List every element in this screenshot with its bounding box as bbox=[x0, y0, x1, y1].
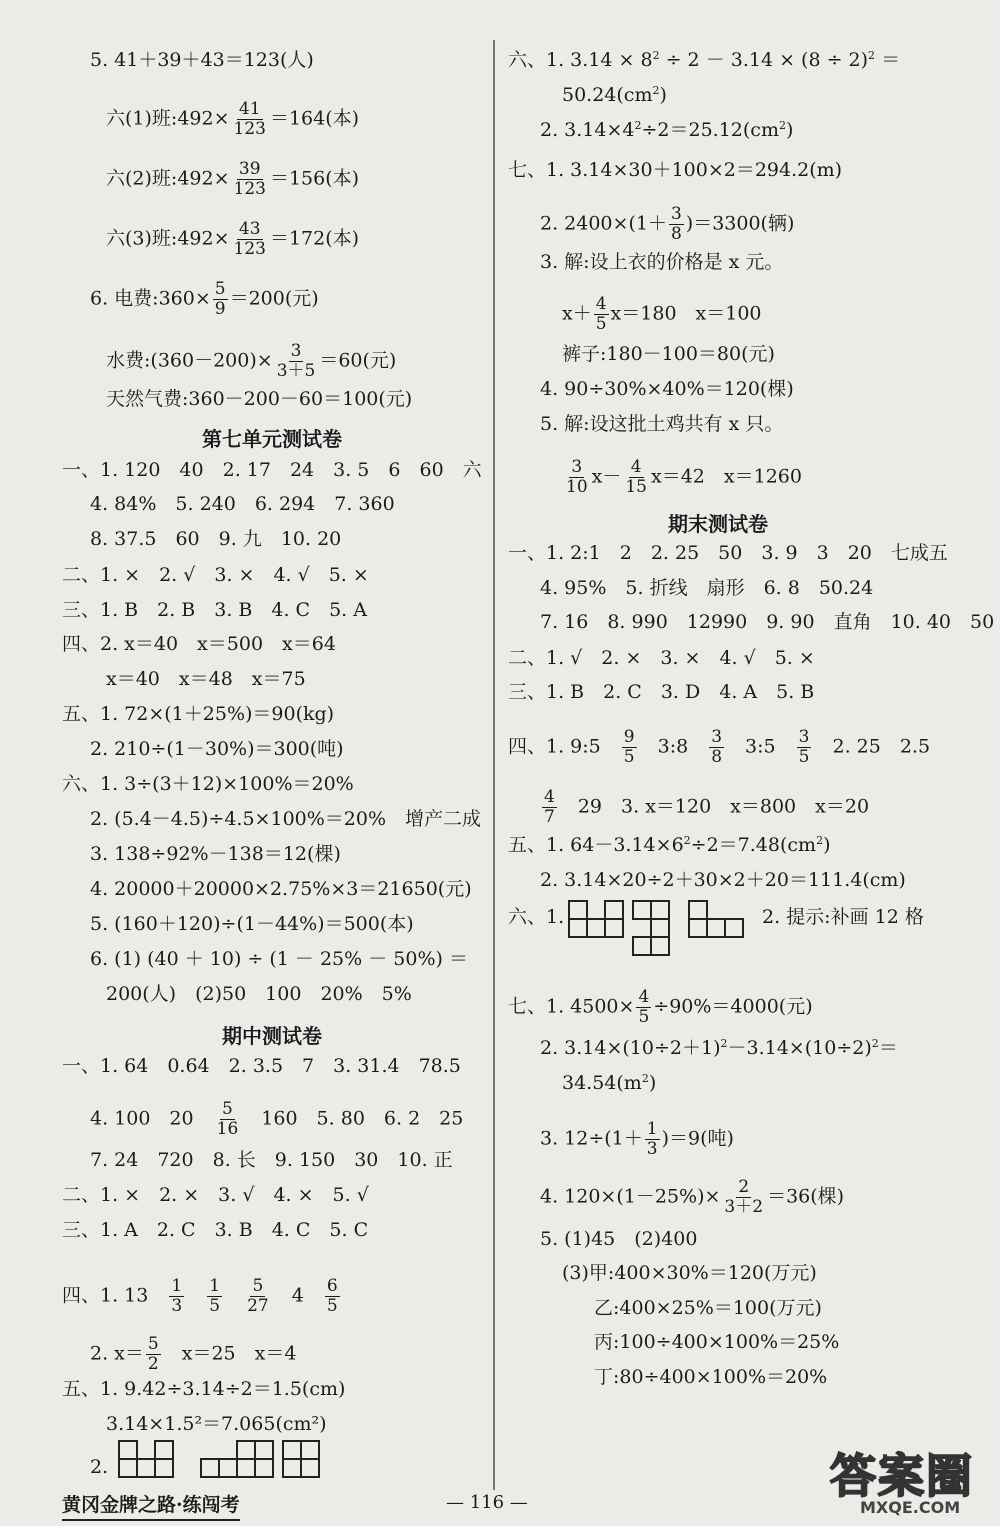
answer-line: 4. 100 20 $\frac{5}{16}$ 160 5. 80 6. 2 25 bbox=[90, 1099, 464, 1139]
answer-line: 六(2)班:492× $\frac{39}{123}$ ＝156(本) bbox=[106, 159, 360, 199]
answer-line: $50.24(cm^2)$ bbox=[562, 84, 667, 106]
answer-line: $34.54(m^2)$ bbox=[562, 1072, 657, 1094]
fraction: $\frac{39}{123}$ bbox=[233, 159, 266, 199]
answer-line: $\frac{3}{10}$ x－ $\frac{4}{15}$ x＝42 x＝1260 bbox=[566, 457, 802, 497]
answer-line: 七、1. 3.14×30＋100×2＝294.2(m) bbox=[508, 159, 843, 181]
answer-line: 8. 37.5 60 9. 九 10. 20 bbox=[90, 528, 342, 550]
fraction: $\frac{1}{5}$ bbox=[209, 1276, 221, 1316]
answer-line: 4. 20000＋20000×2.75%×3＝21650(元) bbox=[90, 878, 472, 900]
answer-line: 7. 16 8. 990 12990 9. 90 直角 10. 40 50 bbox=[540, 611, 995, 633]
fraction: $\frac{2}{3+2}$ bbox=[724, 1177, 764, 1217]
answer-line: 5. (160＋120)÷(1－44%)＝500(本) bbox=[90, 913, 414, 935]
answer-line: 6. 电费:360× $\frac{5}{9}$ ＝200(元) bbox=[90, 279, 319, 319]
answer-line: 四、1. 13 $\frac{1}{3}$ $\frac{1}{5}$ $\frac{5}{27}$ 4 $\frac{6}{5}$ bbox=[62, 1276, 338, 1316]
answer-line: (3)甲:400×30%＝120(万元) bbox=[562, 1262, 817, 1284]
fraction: $\frac{3}{3+5}$ bbox=[276, 341, 316, 381]
answer-line: 3. 12÷(1＋ $\frac{1}{3}$ )＝9(吨) bbox=[540, 1119, 734, 1159]
answer-line: 一、1. 120 40 2. 17 24 3. 5 6 60 六 bbox=[62, 459, 482, 481]
answer-line: 200(人) (2)50 100 20% 5% bbox=[106, 983, 412, 1005]
answer-line: 3.14×1.5²＝7.065(cm²) bbox=[106, 1413, 327, 1435]
section-title: 期中测试卷 bbox=[222, 1024, 322, 1048]
answer-line: 3. 138÷92%－138＝12(棵) bbox=[90, 843, 341, 865]
answer-line: 裤子:180－100＝80(元) bbox=[562, 343, 775, 365]
answer-line: 二、1. × 2. √ 3. × 4. √ 5. × bbox=[62, 564, 369, 586]
fraction: $\frac{3}{5}$ bbox=[798, 727, 810, 767]
answer-line: 二、1. √ 2. × 3. × 4. √ 5. × bbox=[508, 647, 815, 669]
page-number: — 116 — bbox=[446, 1492, 528, 1513]
answer-line: 6. (1) (40 ＋ 10) ÷ (1 － 25% － 50%) ＝ bbox=[90, 948, 468, 970]
answer-line: 四、2. x＝40 x＝500 x＝64 bbox=[62, 633, 336, 655]
section-title: 第七单元测试卷 bbox=[202, 427, 342, 451]
answer-line: 六、1. 3÷(3＋12)×100%＝20% bbox=[62, 773, 354, 795]
answer-line: 5. 41＋39＋43＝123(人) bbox=[90, 49, 314, 71]
answer-line: 2. 提示:补画 12 格 bbox=[762, 906, 924, 928]
answer-line: 2. 2400×(1＋ $\frac{3}{8}$ )＝3300(辆) bbox=[540, 204, 795, 244]
watermark-logo: 答案圈 MXQE.COM bbox=[830, 1449, 974, 1517]
answer-line: 水费:(360－200)× $\frac{3}{3+5}$ ＝60(元) bbox=[106, 341, 397, 381]
answer-line: 二、1. × 2. × 3. √ 4. × 5. √ bbox=[62, 1184, 369, 1206]
fraction: $\frac{5}{16}$ bbox=[216, 1099, 239, 1139]
answer-line: 一、1. 2:1 2 2. 25 50 3. 9 3 20 七成五 bbox=[508, 542, 948, 564]
answer-line: 一、1. 64 0.64 2. 3.5 7 3. 31.4 78.5 bbox=[62, 1055, 461, 1077]
answer-line: 2. $3.14\times(10\div 2+1)^2-3.14\times(10\div 2)^2=$ bbox=[540, 1037, 898, 1059]
answer-line: 五、1. 72×(1＋25%)＝90(kg) bbox=[62, 703, 335, 725]
fraction: $\frac{3}{10}$ bbox=[566, 457, 588, 497]
answer-line: 7. 24 720 8. 长 9. 150 30 10. 正 bbox=[90, 1149, 453, 1171]
answer-line: 六(3)班:492× $\frac{43}{123}$ ＝172(本) bbox=[106, 219, 360, 259]
column-divider bbox=[493, 40, 495, 1490]
answer-line: 五、1. 9.42÷3.14÷2＝1.5(cm) bbox=[62, 1378, 346, 1400]
answer-line: 3. 解:设上衣的价格是 x 元。 bbox=[540, 251, 784, 273]
answer-line: 天然气费:360－200－60＝100(元) bbox=[106, 388, 413, 410]
answer-line: 4. 120×(1－25%)× $\frac{2}{3+2}$ ＝36(棵) bbox=[540, 1177, 845, 1217]
answer-line: 三、1. A 2. C 3. B 4. C 5. C bbox=[62, 1219, 369, 1241]
fraction: $\frac{4}{5}$ bbox=[595, 294, 607, 334]
answer-line: 五、1. $64-3.14\times 6^2\div 2=7.48(cm^2)$ bbox=[508, 834, 831, 856]
answer-line: 丙:100÷400×100%＝25% bbox=[594, 1331, 840, 1353]
fraction: $\frac{4}{15}$ bbox=[625, 457, 647, 497]
answer-line: 4. 95% 5. 折线 扇形 6. 8 50.24 bbox=[540, 577, 874, 599]
answer-line: 5. (1)45 (2)400 bbox=[540, 1228, 698, 1250]
answer-line: 丁:80÷400×100%＝20% bbox=[594, 1366, 828, 1388]
answer-line: 六、1. bbox=[508, 906, 565, 928]
fraction: $\frac{5}{2}$ bbox=[147, 1334, 159, 1374]
fraction: $\frac{5}{27}$ bbox=[247, 1276, 269, 1316]
section-title: 期末测试卷 bbox=[668, 512, 768, 536]
answer-line: 乙:400×25%＝100(万元) bbox=[594, 1297, 822, 1319]
answer-line: 2. x＝ $\frac{5}{2}$ x＝25 x＝4 bbox=[90, 1334, 297, 1374]
fraction: $\frac{43}{123}$ bbox=[233, 219, 266, 259]
fraction: $\frac{1}{3}$ bbox=[646, 1119, 658, 1159]
answer-line: 四、1. 9:5 $\frac{9}{5}$ 3:8 $\frac{3}{8}$ 3:5 $\frac{3}{5}$ 2. 25 2.5 bbox=[508, 727, 931, 767]
fraction: $\frac{6}{5}$ bbox=[326, 1276, 338, 1316]
fraction: $\frac{3}{8}$ bbox=[670, 204, 682, 244]
answer-line: x＋ $\frac{4}{5}$ x＝180 x＝100 bbox=[562, 294, 762, 334]
answer-line: x＝40 x＝48 x＝75 bbox=[106, 668, 306, 690]
fraction: $\frac{9}{5}$ bbox=[623, 727, 635, 767]
fraction: $\frac{41}{123}$ bbox=[233, 99, 266, 139]
answer-line: 2. 210÷(1－30%)＝300(吨) bbox=[90, 738, 344, 760]
fraction: $\frac{3}{8}$ bbox=[711, 727, 723, 767]
fraction: $\frac{4}{5}$ bbox=[638, 987, 650, 1027]
answer-line: 2. 3.14×20÷2＋30×2＋20＝111.4(cm) bbox=[540, 869, 906, 891]
fraction: $\frac{1}{3}$ bbox=[171, 1276, 183, 1316]
answer-line: $\frac{4}{7}$ 29 3. x＝120 x＝800 x＝20 bbox=[544, 787, 870, 827]
answer-line: 5. 解:设这批土鸡共有 x 只。 bbox=[540, 413, 784, 435]
answer-line: 六(1)班:492× $\frac{41}{123}$ ＝164(本) bbox=[106, 99, 360, 139]
answer-line: 七、1. 4500× $\frac{4}{5}$ ÷90%＝4000(元) bbox=[508, 987, 813, 1027]
book-title: 黄冈金牌之路·练闯考 bbox=[62, 1490, 240, 1517]
answer-line: 2. bbox=[90, 1456, 109, 1478]
fraction: $\frac{4}{7}$ bbox=[544, 787, 555, 827]
answer-line: 4. 90÷30%×40%＝120(棵) bbox=[540, 378, 794, 400]
answer-line: 4. 84% 5. 240 6. 294 7. 360 bbox=[90, 493, 395, 515]
answer-line: 六、1. $3.14 \times 8^2 \div 2 - 3.14 \times (8 \div 2)^2$ ＝ bbox=[508, 49, 901, 71]
fraction: $\frac{5}{9}$ bbox=[214, 279, 226, 319]
answer-line: 2. (5.4－4.5)÷4.5×100%＝20% 增产二成 bbox=[90, 808, 482, 830]
answer-line: 2. $3.14\times 4^2\div 2=25.12(cm^2)$ bbox=[540, 119, 794, 141]
answer-line: 三、1. B 2. C 3. D 4. A 5. B bbox=[508, 681, 815, 703]
answer-line: 三、1. B 2. B 3. B 4. C 5. A bbox=[62, 599, 367, 621]
